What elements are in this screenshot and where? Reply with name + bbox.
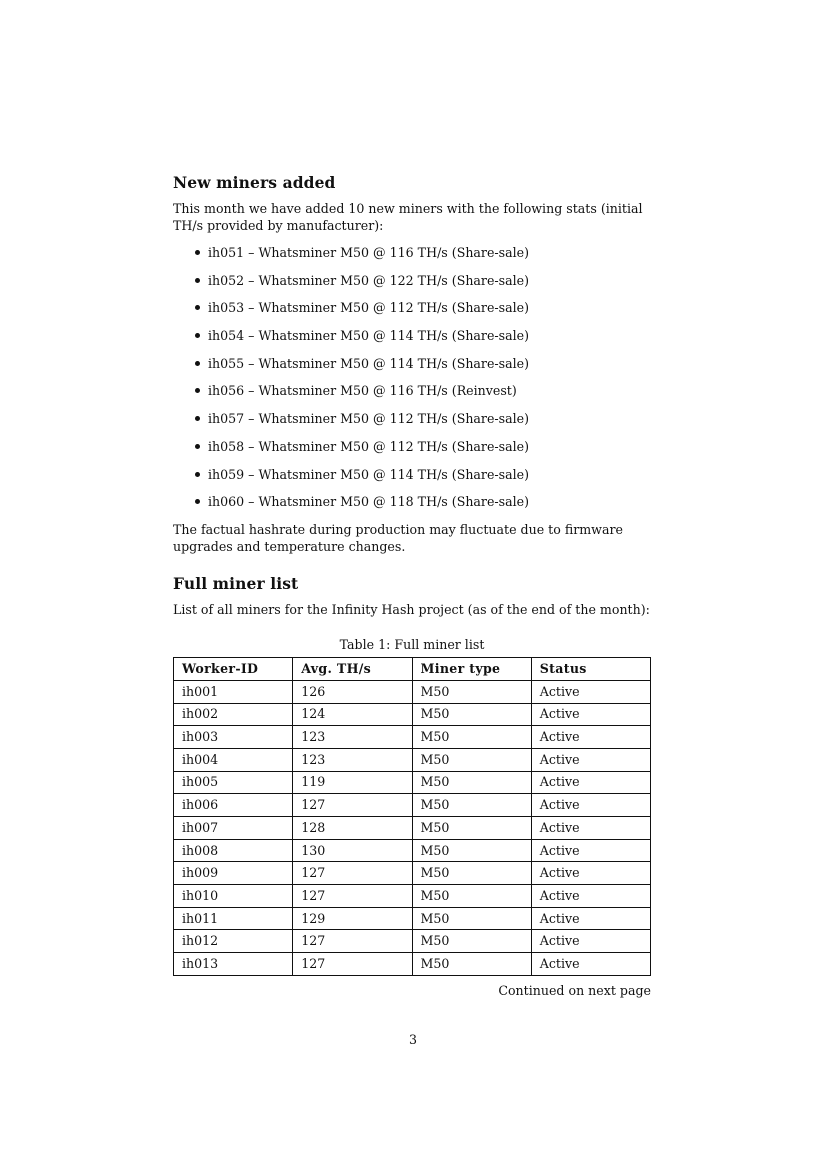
table-cell: ih006 xyxy=(174,794,293,817)
table-row xyxy=(174,748,651,771)
full-list-heading: Full miner list xyxy=(173,574,299,594)
new-miners-list xyxy=(173,244,651,510)
bullet-icon xyxy=(195,361,200,366)
bullet-icon xyxy=(195,472,200,477)
column-header: Status xyxy=(531,658,650,681)
table-row xyxy=(174,680,651,703)
miner-table xyxy=(173,657,651,976)
table-row xyxy=(174,703,651,726)
table-cell: Active xyxy=(531,680,650,703)
table-row xyxy=(174,930,651,953)
table-cell: Active xyxy=(531,748,650,771)
full-list-intro: List of all miners for the Infinity Hash project (as of the end of the month): xyxy=(173,602,650,618)
table-cell: ih003 xyxy=(174,726,293,749)
new-miners-intro: This month we have added 10 new miners with the following stats (initial TH/s provided by manufacturer): xyxy=(173,201,643,233)
table-row xyxy=(174,953,651,976)
bullet-icon xyxy=(195,444,200,449)
table-cell: M50 xyxy=(412,748,531,771)
list-item xyxy=(173,299,651,316)
table-cell: M50 xyxy=(412,907,531,930)
table-row xyxy=(174,726,651,749)
table-cell: ih008 xyxy=(174,839,293,862)
table-cell: 119 xyxy=(293,771,412,794)
table-cell: 127 xyxy=(293,930,412,953)
table-row xyxy=(174,794,651,817)
table-cell: M50 xyxy=(412,703,531,726)
table-cell: ih009 xyxy=(174,862,293,885)
table-cell: M50 xyxy=(412,885,531,908)
table-row xyxy=(174,885,651,908)
list-item-text: ih060 – Whatsminer M50 @ 118 TH/s (Share-sale) xyxy=(208,494,530,510)
list-item-text: ih051 – Whatsminer M50 @ 116 TH/s (Share-sale) xyxy=(208,245,530,260)
list-item xyxy=(173,410,651,427)
table-row xyxy=(174,839,651,862)
table-row xyxy=(174,862,651,885)
list-item xyxy=(173,244,651,261)
table-cell: M50 xyxy=(412,726,531,749)
hashrate-note: The factual hashrate during production may fluctuate due to firmware upgrades and temperature changes. xyxy=(173,522,623,555)
table-header-row xyxy=(174,658,651,681)
table-cell: 126 xyxy=(293,680,412,703)
list-item xyxy=(173,382,651,399)
table-cell: ih012 xyxy=(174,930,293,953)
table-cell: 127 xyxy=(293,953,412,976)
table-cell: 123 xyxy=(293,726,412,749)
bullet-icon xyxy=(195,278,200,283)
table-cell: 127 xyxy=(293,794,412,817)
table-cell: ih001 xyxy=(174,680,293,703)
table-cell: ih002 xyxy=(174,703,293,726)
table-cell: ih005 xyxy=(174,771,293,794)
table-cell: Active xyxy=(531,817,650,840)
table-cell: M50 xyxy=(412,817,531,840)
bullet-icon xyxy=(195,416,200,421)
table-cell: Active xyxy=(531,703,650,726)
table-cell: Active xyxy=(531,907,650,930)
list-item-text: ih054 – Whatsminer M50 @ 114 TH/s (Share-sale) xyxy=(208,328,530,344)
table-cell: Active xyxy=(531,930,650,953)
table-cell: Active xyxy=(531,726,650,749)
table-cell: M50 xyxy=(412,839,531,862)
table-cell: M50 xyxy=(412,771,531,794)
list-item-text: ih055 – Whatsminer M50 @ 114 TH/s (Share-sale) xyxy=(208,355,530,371)
list-item xyxy=(173,355,651,372)
table-cell: ih013 xyxy=(174,953,293,976)
column-header: Miner type xyxy=(412,658,531,681)
list-item-text: ih056 – Whatsminer M50 @ 116 TH/s (Reinvest) xyxy=(208,383,517,399)
page-number: 3 xyxy=(408,1032,417,1047)
list-item-text: ih053 – Whatsminer M50 @ 112 TH/s (Share-sale) xyxy=(208,300,530,316)
list-item xyxy=(173,493,651,510)
list-item-text: ih058 – Whatsminer M50 @ 112 TH/s (Share-sale) xyxy=(208,438,530,454)
table-cell: M50 xyxy=(412,953,531,976)
bullet-icon xyxy=(195,250,200,255)
table-row xyxy=(174,771,651,794)
table-cell: ih011 xyxy=(174,907,293,930)
table-cell: 123 xyxy=(293,748,412,771)
table-cell: M50 xyxy=(412,794,531,817)
table-cell: Active xyxy=(531,953,650,976)
table-cell: Active xyxy=(531,771,650,794)
bullet-icon xyxy=(195,388,200,393)
table-cell: Active xyxy=(531,885,650,908)
table-cell: 129 xyxy=(293,907,412,930)
table-cell: ih007 xyxy=(174,817,293,840)
new-miners-heading: New miners added xyxy=(173,173,336,192)
table-cell: M50 xyxy=(412,930,531,953)
list-item-text: ih052 – Whatsminer M50 @ 122 TH/s (Share-sale) xyxy=(208,272,530,288)
table-cell: ih010 xyxy=(174,885,293,908)
table-body xyxy=(174,680,651,975)
list-item-text: ih059 – Whatsminer M50 @ 114 TH/s (Share-sale) xyxy=(208,466,530,482)
page-content xyxy=(173,172,651,999)
table-cell: M50 xyxy=(412,680,531,703)
bullet-icon xyxy=(195,499,200,504)
table-row xyxy=(174,817,651,840)
bullet-icon xyxy=(195,305,200,310)
table-row xyxy=(174,907,651,930)
table-cell: 124 xyxy=(293,703,412,726)
list-item xyxy=(173,327,651,344)
table-cell: Active xyxy=(531,794,650,817)
bullet-icon xyxy=(195,333,200,338)
continued-note: Continued on next page xyxy=(498,982,651,998)
list-item xyxy=(173,438,651,455)
table-cell: Active xyxy=(531,862,650,885)
table-cell: 128 xyxy=(293,817,412,840)
list-item-text: ih057 – Whatsminer M50 @ 112 TH/s (Share-sale) xyxy=(208,411,530,427)
table-cell: Active xyxy=(531,839,650,862)
column-header: Worker-ID xyxy=(174,658,293,681)
table-cell: 127 xyxy=(293,885,412,908)
table-cell: 127 xyxy=(293,862,412,885)
table-caption: Table 1: Full miner list xyxy=(339,637,485,653)
table-cell: ih004 xyxy=(174,748,293,771)
table-cell: M50 xyxy=(412,862,531,885)
list-item xyxy=(173,466,651,483)
column-header: Avg. TH/s xyxy=(293,658,412,681)
list-item xyxy=(173,272,651,289)
table-cell: 130 xyxy=(293,839,412,862)
